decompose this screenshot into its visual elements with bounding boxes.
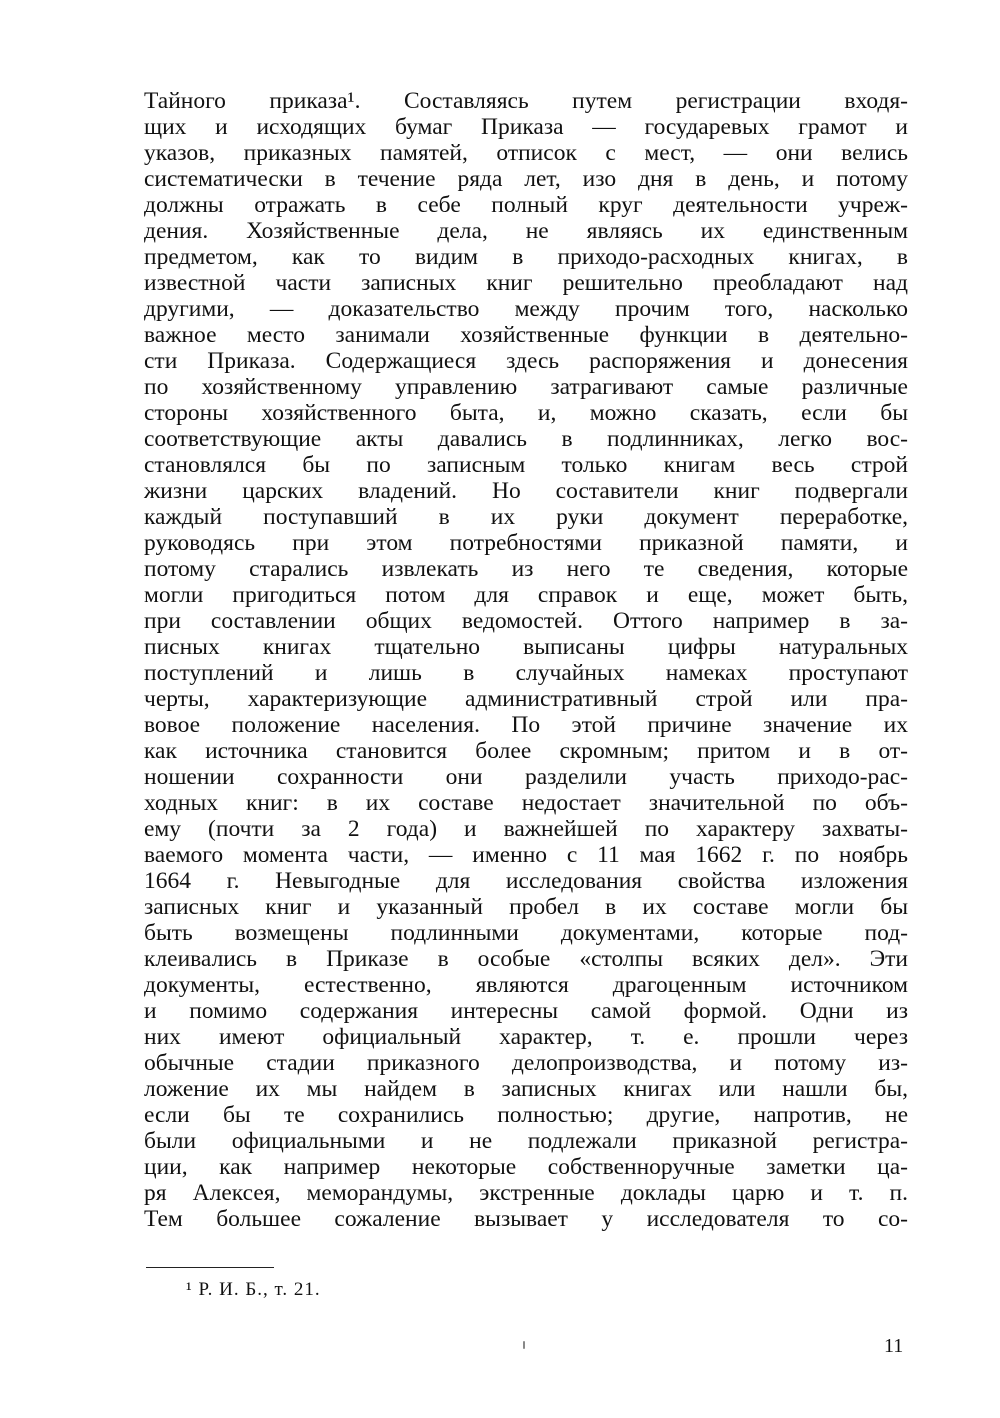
text-line: Тем большее сожаление вызывает у исследователя то со- — [144, 1206, 908, 1232]
text-line: соответствующие акты давались в подлинниках, легко вос- — [144, 426, 908, 452]
text-line: по хозяйственному управлению затрагивают самые различные — [144, 374, 908, 400]
text-line: были официальными и не подлежали приказной регистра- — [144, 1128, 908, 1154]
text-line: систематически в течение ряда лет, изо дня в день, и потому — [144, 166, 908, 192]
text-line: предметом, как то видим в приходо-расходных книгах, в — [144, 244, 908, 270]
text-line: черты, характеризующие административный строй или пра- — [144, 686, 908, 712]
text-line: сти Приказа. Содержащиеся здесь распоряжения и донесения — [144, 348, 908, 374]
text-line: потому старались извлекать из него те сведения, которые — [144, 556, 908, 582]
body-text — [144, 88, 908, 1232]
text-line: ношении сохранности они разделили участь приходо-рас- — [144, 764, 908, 790]
text-line: при составлении общих ведомостей. Оттого например в за- — [144, 608, 908, 634]
text-line: другими, — доказательство между прочим того, насколько — [144, 296, 908, 322]
text-line: ции, как например некоторые собственноручные заметки ца- — [144, 1154, 908, 1180]
text-line: ваемого момента части, — именно с 11 мая 1662 г. по ноябрь — [144, 842, 908, 868]
footnote-rule — [146, 1267, 274, 1268]
text-line: клеивались в Приказе в особые «столпы всяких дел». Эти — [144, 946, 908, 972]
text-line: документы, естественно, являются драгоценным источником — [144, 972, 908, 998]
text-line: могли пригодиться потом для справок и еще, может быть, — [144, 582, 908, 608]
text-line: ложение их мы найдем в записных книгах или нашли бы, — [144, 1076, 908, 1102]
text-line: если бы те сохранились полностью; другие, напротив, не — [144, 1102, 908, 1128]
text-line: обычные стадии приказного делопроизводства, и потому из- — [144, 1050, 908, 1076]
text-line: писных книгах тщательно выписаны цифры натуральных — [144, 634, 908, 660]
text-line: известной части записных книг решительно преобладают над — [144, 270, 908, 296]
text-line: ходных книг: в их составе недостает значительной по объ- — [144, 790, 908, 816]
text-line: указов, приказных памятей, отписок с мест, — они велись — [144, 140, 908, 166]
text-line: руководясь при этом потребностями приказной памяти, и — [144, 530, 908, 556]
text-line: щих и исходящих бумаг Приказа — государевых грамот и — [144, 114, 908, 140]
text-line: каждый поступавший в их руки документ переработке, — [144, 504, 908, 530]
text-line: Тайного приказа¹. Составляясь путем регистрации входя- — [144, 88, 908, 114]
text-line: дения. Хозяйственные дела, не являясь их единственным — [144, 218, 908, 244]
text-line: них имеют официальный характер, т. е. прошли через — [144, 1024, 908, 1050]
footnote: ¹ Р. И. Б., т. 21. — [186, 1279, 321, 1300]
text-line: вовое положение населения. По этой причине значение их — [144, 712, 908, 738]
page-number: 11 — [884, 1335, 904, 1357]
text-line: ря Алексея, меморандумы, экстренные доклады царю и т. п. — [144, 1180, 908, 1206]
text-line: ему (почти за 2 года) и важнейшей по характеру захваты- — [144, 816, 908, 842]
text-line: и помимо содержания интересны самой формой. Одни из — [144, 998, 908, 1024]
scan-speck — [523, 1341, 525, 1349]
text-line: должны отражать в себе полный круг деятельности учреж- — [144, 192, 908, 218]
text-line: стороны хозяйственного быта, и, можно сказать, если бы — [144, 400, 908, 426]
text-line: 1664 г. Невыгодные для исследования свойства изложения — [144, 868, 908, 894]
text-line: быть возмещены подлинными документами, которые под- — [144, 920, 908, 946]
text-line: поступлений и лишь в случайных намеках проступают — [144, 660, 908, 686]
text-line: записных книг и указанный пробел в их составе могли бы — [144, 894, 908, 920]
text-line: как источника становится более скромным; притом и в от- — [144, 738, 908, 764]
text-line: становлялся бы по записным только книгам весь строй — [144, 452, 908, 478]
text-line: важное место занимали хозяйственные функции в деятельно- — [144, 322, 908, 348]
text-line: жизни царских владений. Но составители книг подвергали — [144, 478, 908, 504]
